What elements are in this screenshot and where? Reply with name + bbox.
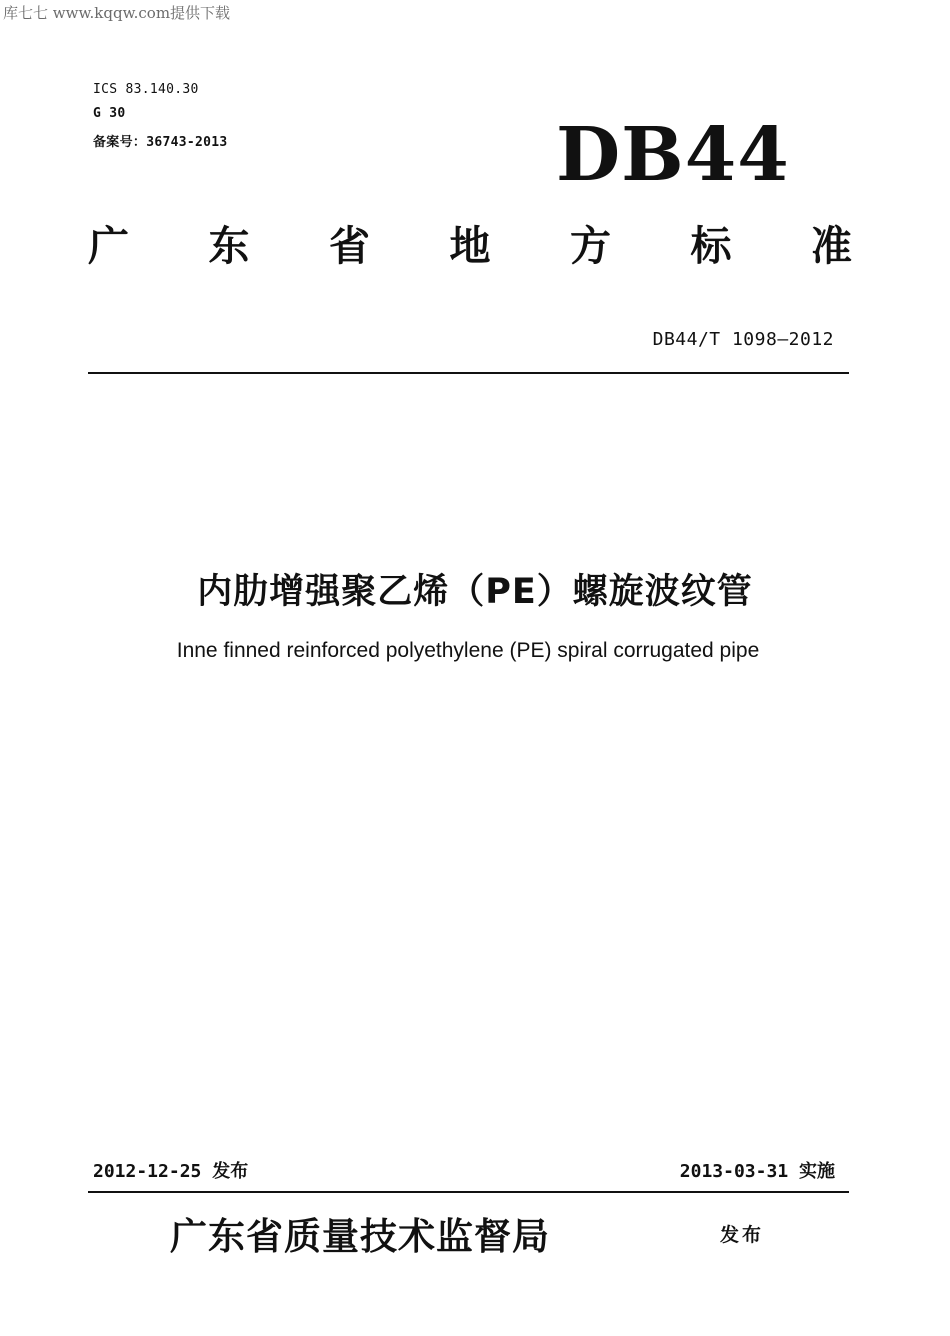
document-title-cn: 内肋增强聚乙烯（PE）螺旋波纹管 (197, 572, 753, 612)
issue-date: 2012-12-25 发布 (93, 1161, 249, 1182)
record-number: 备案号：36743-2013 (93, 135, 228, 150)
standard-type-char: 方 (570, 222, 611, 270)
top-divider (88, 372, 849, 374)
standard-type-char: 广 (88, 222, 129, 270)
implementation-date: 2013-03-31 实施 (679, 1161, 835, 1182)
standard-code: DB44/T 1098—2012 (652, 329, 834, 350)
ics-number: ICS 83.140.30 (93, 82, 199, 97)
standard-type-char: 地 (449, 222, 491, 270)
watermark-text: 库七七 www.kqqw.com提供下载 (3, 4, 231, 22)
standard-logo: DB44 (556, 112, 790, 198)
standard-type-char: 准 (811, 222, 852, 270)
classification-code: G 30 (93, 106, 126, 121)
standard-type-heading (88, 222, 852, 271)
issuing-authority: 广东省质量技术监督局 (170, 1214, 550, 1258)
document-title-en: Inne finned reinforced polyethylene (PE) spiral corrugated pipe (176, 639, 760, 662)
standard-type-char: 省 (329, 222, 370, 270)
issuing-label: 发布 (720, 1224, 765, 1246)
standard-type-char: 标 (690, 222, 732, 270)
bottom-divider (88, 1191, 849, 1193)
standard-type-char: 东 (208, 222, 250, 270)
